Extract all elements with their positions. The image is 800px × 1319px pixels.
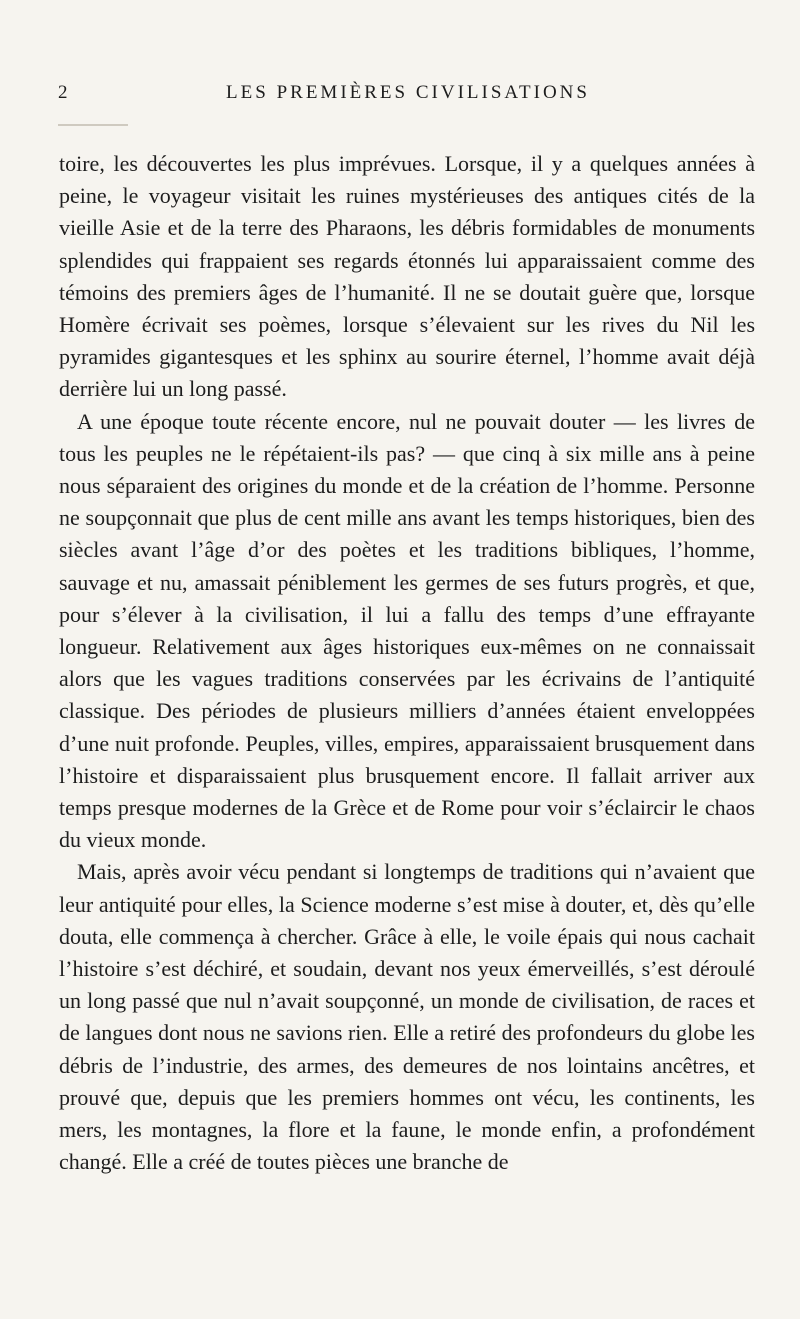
page-number: 2 bbox=[58, 82, 68, 103]
body-text bbox=[59, 148, 755, 1179]
running-head bbox=[58, 82, 758, 112]
paragraph-continued: toire, les découvertes les plus imprévues. Lorsque, il y a quelques années à peine, le voyageur visitait les ruines mystérieuses des antiques cités de la vieille Asie et de la terre des Pharaons, les débris formidables de monuments splendides qui frappaient ses regards étonnés lui apparaissaient comme des témoins des premiers âges de l’humanité. Il ne se doutait guère que, lorsque Homère écrivait ses poèmes, lorsque s’élevaient sur les rives du Nil les pyramides gigantesques et les sphinx au sourire éternel, l’homme avait déjà derrière lui un long passé. bbox=[59, 151, 755, 402]
paragraph: A une époque toute récente encore, nul ne pouvait douter — les livres de tous les peuples ne le répétaient-ils pas? — que cinq à six mille ans à peine nous séparaient des origines du monde et de la création de l’homme. Personne ne soupçonnait que plus de cent mille ans avant les temps historiques, bien des siècles avant l’âge d’or des poètes et les traditions bibliques, l’homme, sauvage et nu, amassait péniblement les germes de ses futurs progrès, et que, pour s’élever à la civilisation, il lui a fallu des temps d’une effrayante longueur. Relativement aux âges historiques eux-mêmes on ne connaissait alors que les vagues traditions conservées par les écrivains de l’antiquité classique. Des périodes de plusieurs milliers d’années étaient enveloppées d’une nuit profonde. Peuples, villes, empires, apparaissaient brusquement dans l’histoire et disparaissaient plus brusquement encore. Il fallait arriver aux temps presque modernes de la Grèce et de Rome pour voir s’éclaircir le chaos du vieux monde. bbox=[59, 408, 755, 853]
paragraph: Mais, après avoir vécu pendant si longtemps de traditions qui n’avaient que leur antiquité pour elles, la Science moderne s’est mise à douter, et, dès qu’elle douta, elle commença à chercher. Grâce à elle, le voile épais qui nous cachait l’histoire s’est déchiré, et soudain, devant nos yeux émerveillés, s’est déroulé un long passé que nul n’avait soupçonné, un monde de civilisation, de races et de langues dont nous ne savions rien. Elle a retiré des profondeurs du globe les débris de l’industrie, des armes, des demeures de nos lointains ancêtres, et prouvé que, depuis que les premiers hommes ont vécu, les continents, les mers, les montagnes, la flore et la faune, le monde enfin, a profondément changé. Elle a créé de toutes pièces une branche de bbox=[59, 859, 755, 1175]
header-divider bbox=[58, 124, 128, 126]
running-title: LES PREMIÈRES CIVILISATIONS bbox=[226, 82, 590, 103]
